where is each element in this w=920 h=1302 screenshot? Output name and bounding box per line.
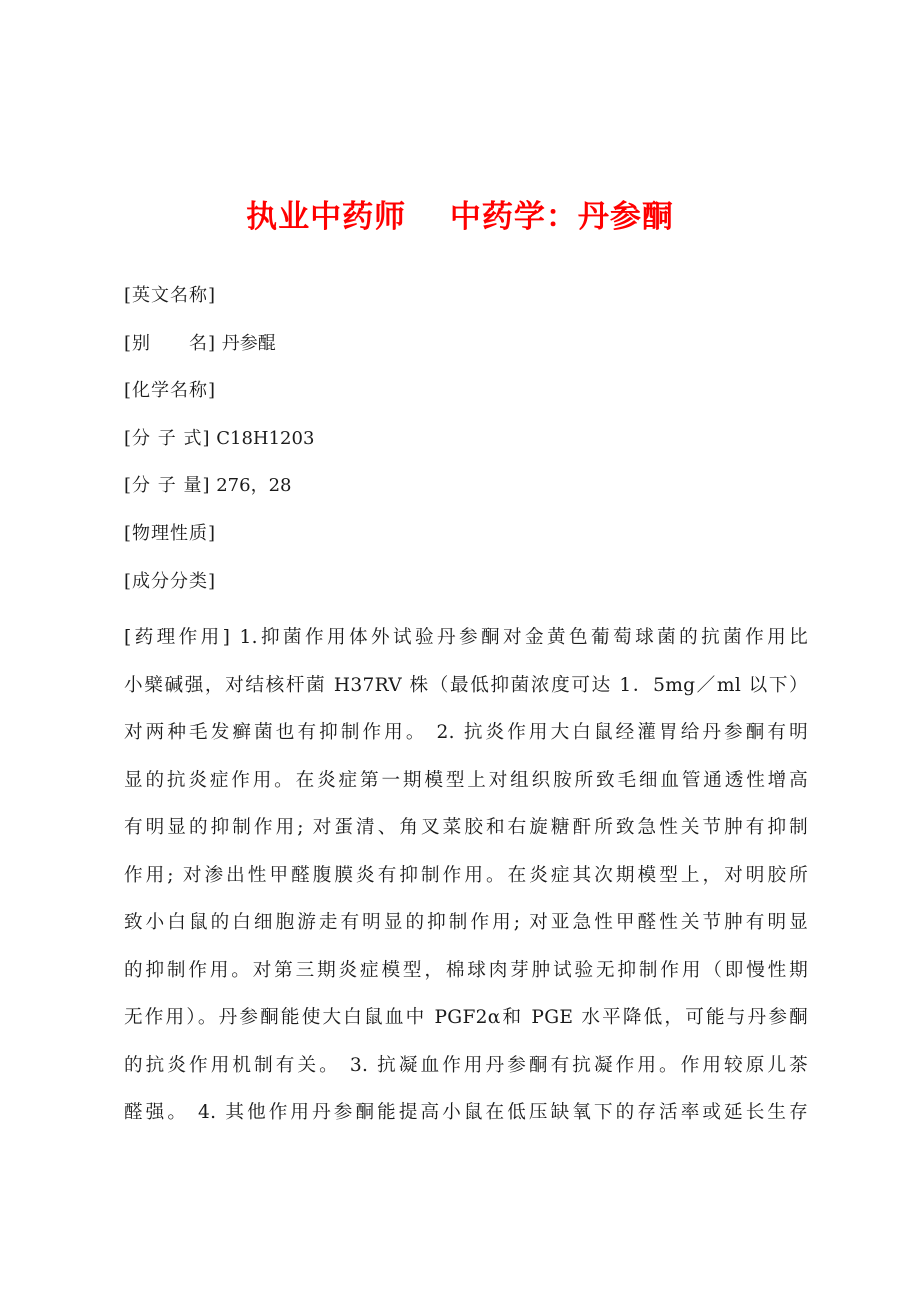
field-label: [物理性质] — [124, 522, 217, 544]
paragraph-line: [药理作用] 1.抑菌作用体外试验丹参酮对金黄色葡萄球菌的抗菌作用比 — [124, 627, 808, 648]
paragraph-line: 对两种毛发癣菌也有抑制作用。 2. 抗炎作用大白鼠经灌胃给丹参酮有明 — [124, 722, 808, 743]
field-label: [别 名] — [124, 332, 217, 354]
field-label: [分 子 式] — [124, 427, 211, 449]
field-list — [124, 280, 808, 613]
field-chemical-name — [124, 375, 808, 423]
field-physical-properties — [124, 518, 808, 566]
paragraph-line: 醛强。 4. 其他作用丹参酮能提高小鼠在低压缺氧下的存活率或延长生存 — [124, 1102, 808, 1123]
field-label: [分 子 量] — [124, 475, 211, 497]
field-molecular-formula — [124, 423, 808, 471]
paragraph-line: 的抑制作用。对第三期炎症模型，棉球肉芽肿试验无抑制作用（即慢性期 — [124, 959, 808, 981]
paragraph-line: 小檗碱强，对结核杆菌 H37RV 株（最低抑菌浓度可达 1．5mg／ml 以下） — [124, 674, 808, 696]
field-alias — [124, 328, 808, 376]
field-value: 丹参醌 — [216, 332, 276, 354]
page-title: 执业中药师 中药学：丹参酮 — [246, 199, 674, 235]
paragraph-line: 显的抗炎症作用。在炎症第一期模型上对组织胺所致毛细血管通透性增高 — [124, 769, 808, 791]
field-value: C18H1203 — [210, 427, 315, 449]
paragraph-line: 的抗炎作用机制有关。 3. 抗凝血作用丹参酮有抗凝作用。作用较原儿茶 — [124, 1054, 808, 1076]
field-value: 276，28 — [210, 475, 292, 497]
field-molecular-weight — [124, 470, 808, 518]
paragraph-line: 无作用）。丹参酮能使大白鼠血中 PGF2α和 PGE 水平降低，可能与丹参酮 — [124, 1007, 808, 1028]
pharmacology-paragraph — [124, 614, 808, 1137]
paragraph-line: 作用; 对渗出性甲醛腹膜炎有抑制作用。在炎症其次期模型上，对明胶所 — [124, 864, 808, 886]
field-label: [成分分类] — [124, 570, 217, 592]
field-label: [英文名称] — [124, 285, 217, 306]
field-label: [化学名称] — [124, 380, 217, 402]
field-component-class — [124, 566, 808, 614]
field-english-name — [124, 280, 808, 328]
paragraph-line: 致小白鼠的白细胞游走有明显的抑制作用; 对亚急性甲醛性关节肿有明显 — [124, 912, 808, 933]
paragraph-line: 有明显的抑制作用; 对蛋清、角叉菜胶和右旋糖酐所致急性关节肿有抑制 — [124, 817, 808, 838]
